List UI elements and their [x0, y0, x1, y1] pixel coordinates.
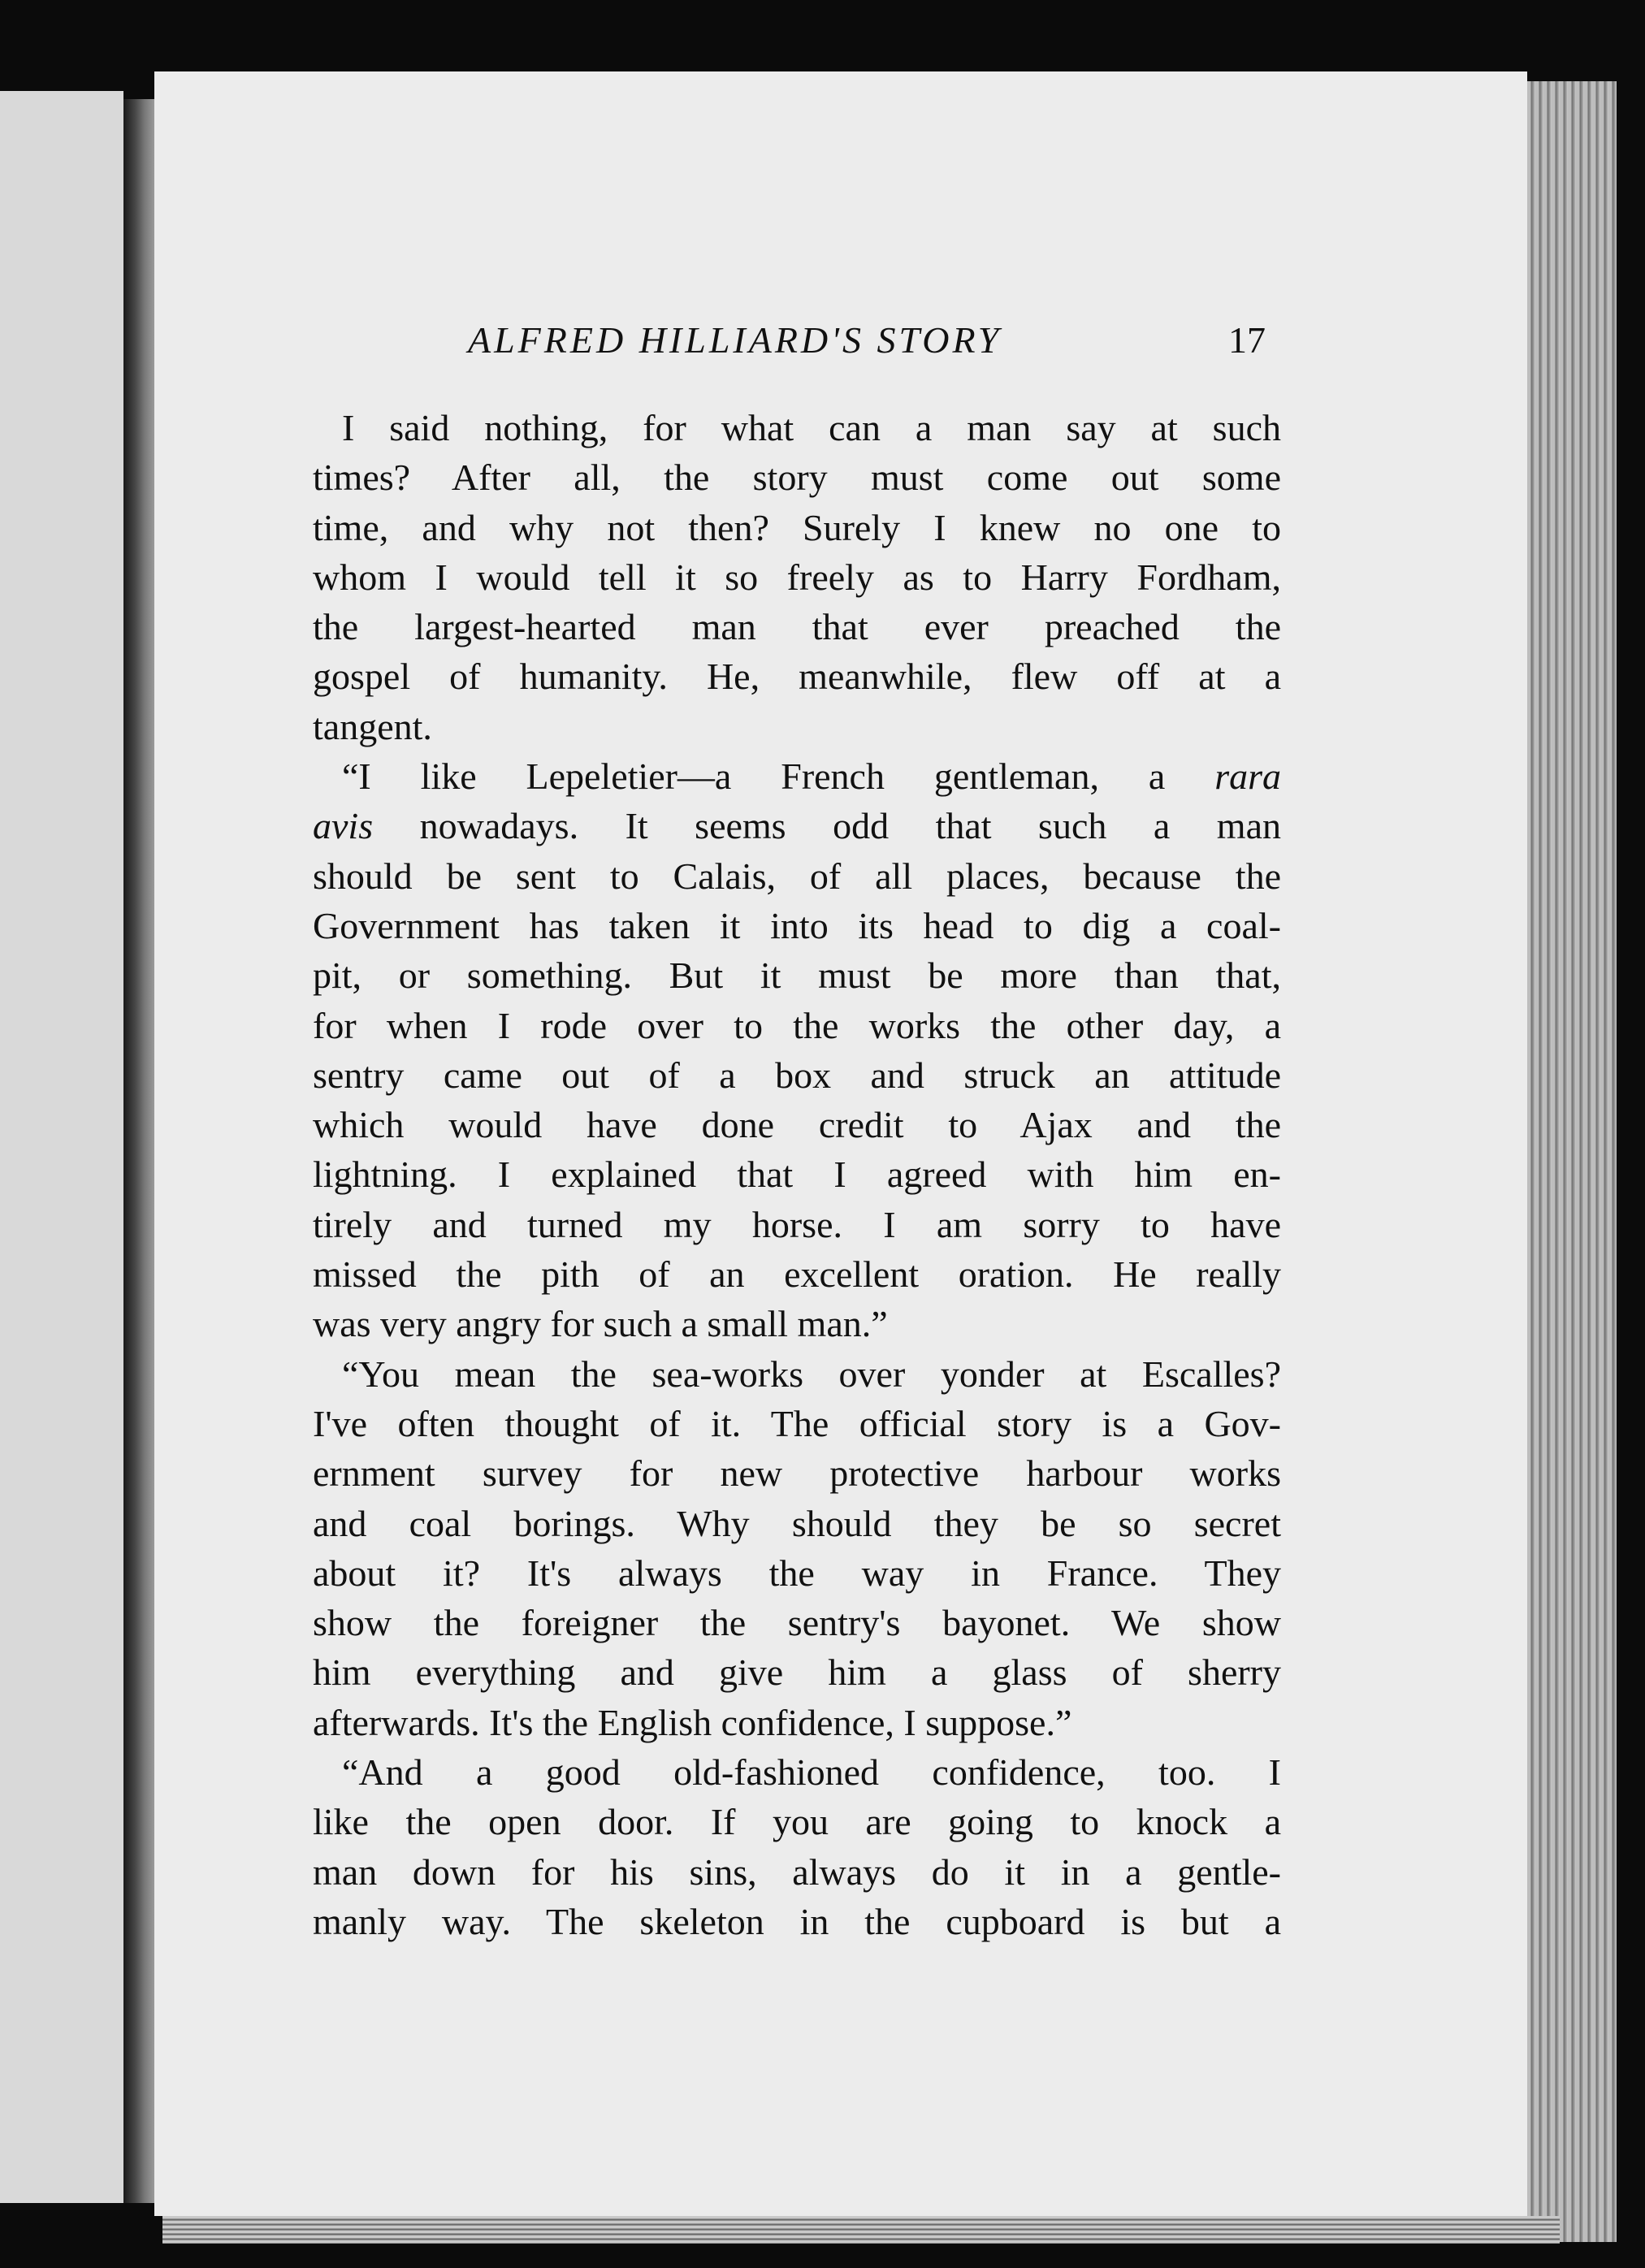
text-line: the largest-hearted man that ever preached the — [313, 606, 1281, 648]
italic-phrase: avis — [313, 805, 374, 847]
text-line: afterwards. It's the English confidence, I suppose.” — [313, 1701, 1072, 1743]
text-line: pit, or something. But it must be more than that, — [313, 954, 1281, 997]
text-line: missed the pith of an excellent oration. He really — [313, 1253, 1281, 1296]
text-line: him everything and give him a glass of sherry — [313, 1651, 1281, 1694]
text-line: show the foreigner the sentry's bayonet. We show — [313, 1602, 1281, 1644]
text-line: lightning. I explained that I agreed with him en- — [313, 1153, 1281, 1196]
page-number: 17 — [1228, 319, 1266, 361]
text-line: “You mean the sea-works over yonder at Escalles? — [342, 1353, 1281, 1395]
text-line: manly way. The skeleton in the cupboard is but a — [313, 1900, 1281, 1942]
text-segment: “I like Lepeletier—a French gentleman, a — [342, 755, 1166, 798]
page-edges-bottom — [162, 2216, 1560, 2244]
text-line: time, and why not then? Surely I knew no one to — [313, 506, 1281, 548]
running-head: ALFRED HILLIARD'S STORY — [468, 319, 1002, 361]
italic-phrase: rara — [1214, 755, 1281, 798]
text-line: like the open door. If you are going to knock a — [313, 1801, 1281, 1843]
text-line: man down for his sins, always do it in a gentle- — [313, 1850, 1281, 1893]
text-line: “And a good old-fashioned confidence, too. I — [342, 1751, 1281, 1794]
text-line — [313, 801, 1281, 850]
text-line: Government has taken it into its head to dig a coal- — [313, 904, 1281, 946]
text-line: should be sent to Calais, of all places, because the — [313, 855, 1281, 897]
text-line: ernment survey for new protective harbour works — [313, 1452, 1281, 1495]
text-line — [313, 751, 1281, 801]
facing-page — [0, 91, 123, 2203]
text-line: which would have done credit to Ajax and the — [313, 1104, 1281, 1146]
book-gutter — [123, 99, 154, 2203]
page-edges-right — [1527, 81, 1617, 2242]
text-line: was very angry for such a small man.” — [313, 1303, 888, 1345]
text-line: about it? It's always the way in France. They — [313, 1552, 1281, 1594]
text-line: whom I would tell it so freely as to Harry Fordham, — [313, 556, 1281, 598]
text-line: sentry came out of a box and struck an attitude — [313, 1054, 1281, 1096]
text-line: times? After all, the story must come out some — [313, 457, 1281, 499]
text-line: gospel of humanity. He, meanwhile, flew off at a — [313, 656, 1281, 698]
text-line: I said nothing, for what can a man say at such — [342, 407, 1281, 448]
text-segment: nowadays. It seems odd that such a man — [419, 805, 1281, 847]
body-text — [313, 403, 1281, 1946]
text-line: I've often thought of it. The official story is a Gov- — [313, 1402, 1281, 1444]
text-line: tirely and turned my horse. I am sorry to have — [313, 1203, 1281, 1245]
text-line: and coal borings. Why should they be so secret — [313, 1502, 1281, 1544]
text-line: for when I rode over to the works the other day, a — [313, 1004, 1281, 1046]
page-header — [154, 318, 1527, 367]
text-line: tangent. — [313, 705, 432, 747]
